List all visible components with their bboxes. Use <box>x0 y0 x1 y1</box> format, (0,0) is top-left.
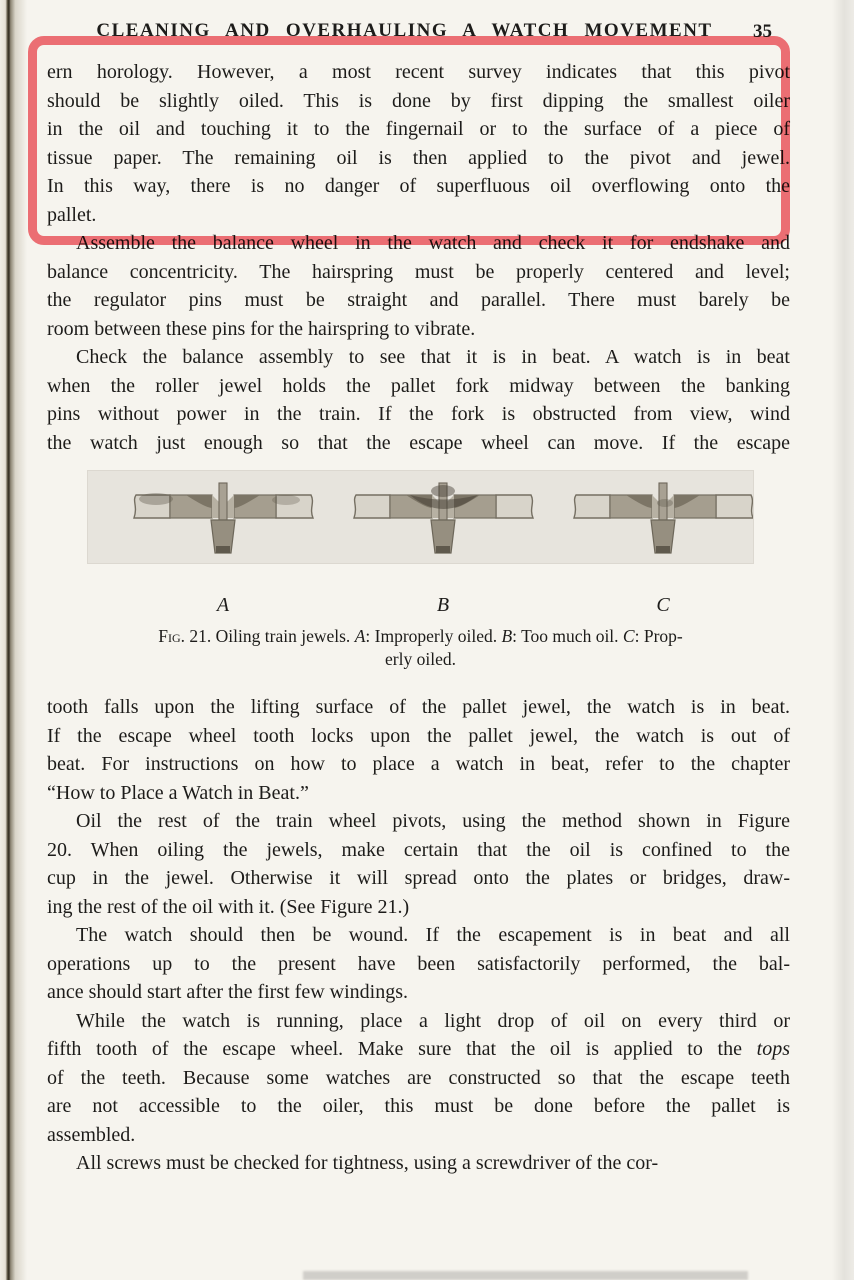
text-line: All screws must be checked for tightness, using a screwdriver of the cor- <box>76 1152 659 1174</box>
paragraph-1 <box>47 58 790 229</box>
figure-illustration <box>88 471 753 563</box>
paragraph-4 <box>47 693 790 807</box>
text-line: ance should start after the first few windings. <box>47 981 409 1003</box>
text-line: balance concentricity. The hairspring must be properly centered and level; <box>47 260 790 283</box>
caption-text: : Too much oil. <box>512 626 623 646</box>
text-line: operations up to the present have been satisfactorily performed, the bal- <box>47 952 790 975</box>
line-text: fifth tooth of the escape wheel. Make sure that the oil is applied to the <box>47 1038 757 1060</box>
text-line: Check the balance assembly to see that it is in beat. A watch is in beat <box>76 346 790 368</box>
paragraph-7 <box>47 1007 790 1150</box>
text-line: tooth falls upon the lifting surface of the pallet jewel, the watch is in beat. <box>47 696 790 718</box>
page-content <box>47 20 790 1178</box>
figure-label-c: C <box>656 594 670 616</box>
figure-caption <box>111 625 731 671</box>
text-line: If the escape wheel tooth locks upon the pallet jewel, the watch is out of <box>47 724 790 747</box>
text-line: when the roller jewel holds the pallet fork midway between the banking <box>47 374 790 397</box>
text-line: cup in the jewel. Otherwise it will spread onto the plates or bridges, draw- <box>47 867 790 889</box>
page-number: 35 <box>753 21 772 42</box>
caption-text: Oiling train jewels. <box>211 626 355 646</box>
text-line <box>47 1035 790 1064</box>
text-line: beat. For instructions on how to place a watch in beat, refer to the chapter <box>47 753 790 775</box>
text-line: ing the rest of the oil with it. (See Figure 21.) <box>47 895 410 918</box>
caption-label-b: B <box>501 626 513 646</box>
book-spine-edge <box>0 0 34 1280</box>
text-line: The watch should then be wound. If the escapement is in beat and all <box>76 924 790 946</box>
text-line: room between these pins for the hairspring to vibrate. <box>47 317 476 340</box>
text-line: the watch just enough so that the escape wheel can move. If the escape <box>47 431 790 454</box>
text-line: tissue paper. The remaining oil is then applied to the pivot and jewel. <box>47 146 790 169</box>
page-right-edge <box>832 0 854 1280</box>
caption-label-c: C <box>622 626 635 646</box>
body-text <box>47 58 790 1178</box>
page-title: CLEANING AND OVERHAULING A WATCH MOVEMENT <box>96 20 713 41</box>
paragraph-6 <box>47 921 790 1007</box>
text-line: In this way, there is no danger of superfluous oil overflowing onto the <box>47 175 790 197</box>
text-line: assembled. <box>47 1123 136 1146</box>
text-line: the regulator pins must be straight and parallel. There must barely be <box>47 289 790 311</box>
caption-text: : Improperly oiled. <box>365 626 502 646</box>
italic-word: tops <box>756 1038 790 1060</box>
text-line: Oil the rest of the train wheel pivots, using the method shown in Figure <box>76 810 790 832</box>
paragraph-8 <box>47 1149 790 1178</box>
paragraph-3 <box>47 343 790 457</box>
caption-text: erly oiled. <box>385 649 456 669</box>
text-line: of the teeth. Because some watches are constructed so that the escape teeth <box>47 1066 790 1089</box>
figure-number: Fig. 21. <box>158 626 212 646</box>
figure-label-a: A <box>216 594 230 616</box>
caption-text: : Prop- <box>634 626 683 646</box>
struck-text-line: Assemble the balance wheel in the watch and check it for endshake and <box>76 232 790 254</box>
paragraph-5 <box>47 807 790 921</box>
text-line: are not accessible to the oiler, this must be done before the pallet is <box>47 1095 790 1117</box>
caption-label-a: A <box>354 626 366 646</box>
paragraph-2 <box>47 229 790 343</box>
figure-21 <box>88 471 753 671</box>
text-line: should be slightly oiled. This is done by first dipping the smallest oiler <box>47 89 790 112</box>
text-line: 20. When oiling the jewels, make certain that the oil is confined to the <box>47 838 790 861</box>
oiling-jewels-diagram <box>88 471 753 563</box>
running-header <box>33 20 776 46</box>
figure-part-labels <box>88 591 753 617</box>
scan-shadow-bar <box>303 1271 748 1280</box>
text-line: in the oil and touching it to the fingernail or to the surface of a piece of <box>47 118 790 140</box>
text-line: ern horology. However, a most recent survey indicates that this pivot <box>47 61 790 83</box>
figure-label-b: B <box>436 594 450 616</box>
text-line: pins without power in the train. If the fork is obstructed from view, wind <box>47 403 790 425</box>
text-line: pallet. <box>47 203 97 226</box>
text-line: “How to Place a Watch in Beat.” <box>47 781 309 804</box>
text-line: While the watch is running, place a light drop of oil on every third or <box>76 1009 790 1032</box>
